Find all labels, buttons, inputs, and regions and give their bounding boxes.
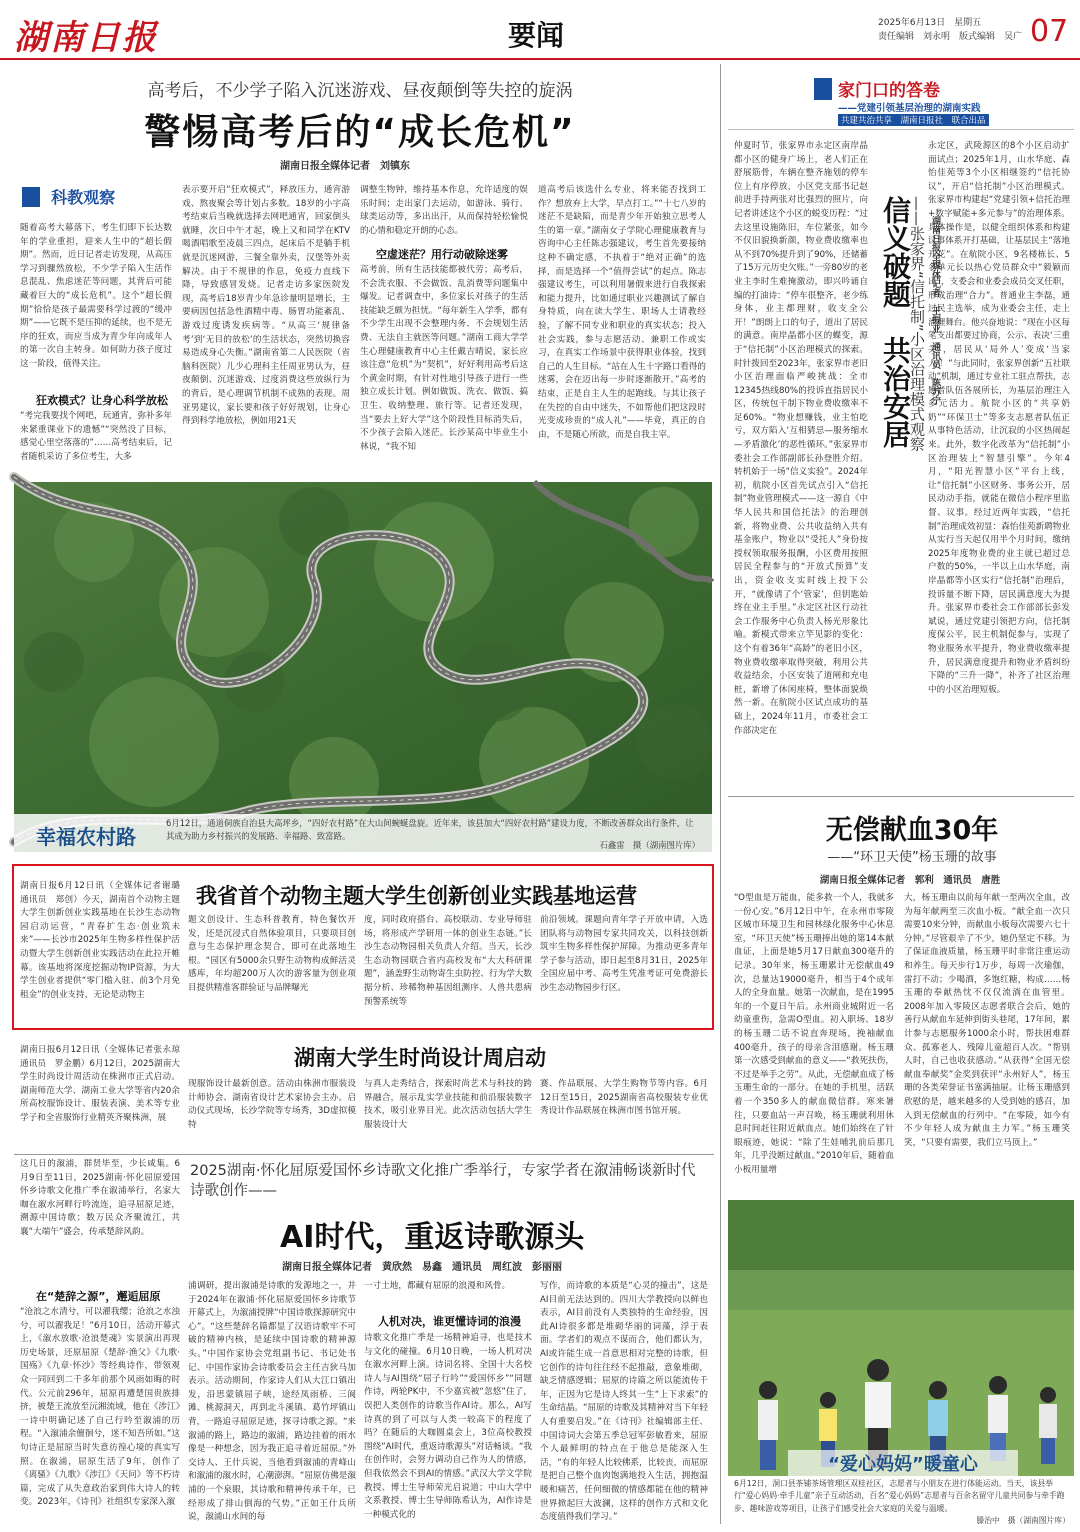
- column-logo: 家门口的答卷: [838, 81, 940, 101]
- right-headline: 信义破题 共治安居: [879, 196, 912, 448]
- dateline: [878, 16, 1022, 44]
- photo-caption: 6月12日，通道侗族自治县大高坪乡，“四好农村路”在大山间蜿蜒盘旋。近年来，该县加大“四好农村路”建设力度，不断改善群众出行条件，让其成为助力乡村振兴的发展路、幸福路、致富路。: [166, 818, 694, 841]
- right-subtitle: ——张家界“信托制”小区治理模式观察: [908, 196, 926, 452]
- photo-credit: 石鑫雷 摄（湖南图片库）: [599, 840, 700, 850]
- box-headline: 我省首个动物主题大学生创新创业实践基地运营: [196, 884, 637, 908]
- fashion-col1-text: 湖南日报6月12日讯（全媒体记者张永琼 通讯员 罗金鹏）6月12日，2025湖南大学生时尚设计周活动在株洲市正式启动。湖南师范大学、湖南工业大学等省内20余所高校服饰设计、服装表演、美术等专业学子和全省服饰行业精英齐聚株洲，展: [20, 1045, 189, 1123]
- blood-col2-text: 大，杨玉珊由以前每年献一至两次全血，改为每年献两至三次血小板。“献全血一次只需要10来分钟，而献血小板每次需要六七十分钟。”尽管艰辛了不少，她仍坚定不移。为了保证血液质量，杨玉珊平时非常注重运动和养生。每天步行1万步，每周一次瑜伽，雷打不动；少喝酒，多饱红糖，构成……杨玉珊的奉献热忱不仅仅流淌在血管里。2008年加入零陵区志愿者联合会后，她的善行从献血车延伸到街头巷尾，17年间，累计参与志愿服务1000余小时，帮扶困难群众、孤寡老人、残障儿童超百人次。“帮别人时，自己也收获感动。”从获得“全国无偿献血奉献奖”金奖到获评“永州好人”，杨玉珊的各类荣誉证书塞满抽屉。让杨玉珊感到欣慰的是，越来越多的人受到她的感召，加入到无偿献血的行列中。“在零陵，如今有不少年轻人成为献血主力军。”杨玉珊笑笑，“只要有需要，我们立马顶上。”: [904, 893, 1070, 1148]
- lead-col1-text: 随着高考大幕落下，考生们即下长达数年的学业重担，迎来人生中的“超长假期”。然而，近日记者走访发现，从高压学习到骤然放松，不少学子陷入生活作息混乱、焦虑迷茫等问题，其背后可能藏着巨大的“成长危机”。这个“超长假期”恰恰是孩子最需要科学过渡的“缓冲期”——它既不是压抑的延续，也不是无序的狂欢，而应当成为青少年向成年人的第一次自主转身。如何助力孩子度过这一阶段，值得关注。: [20, 223, 172, 369]
- lead-kicker: 高考后，不少学子陷入沉迷游戏、昼夜颠倒等失控的旋涡: [147, 81, 573, 101]
- photo2-credit: 滕治中 摄（湖南图片库）: [976, 1516, 1070, 1525]
- poetry-col3a-text: 一寸土地，都藏有屈原的浪漫和风骨。: [364, 1281, 511, 1291]
- poetry-col1a-text: 这几日的溆浦，群贤毕至，少长咸集。6月9日至11日，2025湖南·怀化屈原爱国怀乡诗歌文化推广季在溆浦举行，名家大咖在溆水河畔行吟流连，追寻屈原足迹，溯源中国诗歌；数万民众齐聚流江，共襄“大端午”盛会，传承楚辞风韵。: [20, 1159, 180, 1237]
- box-col1-text: 湖南日报6月12日讯（全媒体记者谢璐 通讯员 郑创）今天，湖南首个动物主题大学生创新创业实践基地在长沙生态动物园启动运营，“青春扩生态·创业筑未来”——长沙市2025年生物多样性保护活动暨大学生创新创业实践活动在此拉开帷幕。该基地将深度挖掘动物IP资源，为大学生创业者提供“零门槛入驻、前3个月免租金”的创业支持，无论是动物主: [20, 881, 189, 1000]
- fashion-col4-text: 赛、作品联展、大学生购物节等内容。6月12日至15日，2025湖南省高校服装专业优秀设计作品联展在株洲市图书馆开展。: [540, 1079, 708, 1117]
- column-subtitle: ——党建引领基层治理的湖南实践: [838, 103, 981, 114]
- photo2-caption: 6月12日，洞口县茶铺茶场管理区双桂社区，志愿者与小朋友在进行体能运动。当天，该县举行“爱心妈妈·牵手儿童”亲子互动活动，百名“爱心妈妈”志愿者与百余名留守儿童共同参与牵手跑步、趣味游戏等项目，让孩子们感受社会大家庭的关爱与温暖。: [734, 1479, 1065, 1513]
- lead-col1b-text: “考完我要找个网吧，玩通宵，弥补多年来紧重课业下的遗憾”“突然没了目标，感觉心里空落落的”……高考结束后，记者随机采访了多位考生，大多: [20, 411, 172, 462]
- lead-subhead-1: 狂欢模式？让身心科学放松: [36, 394, 168, 407]
- lead-col3-text: 调整生物钟，维持基本作息，允许适度的娱乐时间；走出家门去运动，如游泳、骑行、球类运动等，多出出汗，从而保持轻松愉悦的心情和稳定开朗的心态。: [360, 185, 528, 236]
- box-col4-text: 前沿领域。课题向青年学子开放申请，入选团队将与动物园专家共同攻关，以科技创新筑牢生物多样性保护屏障。为推动更多青年学子参与活动，即日起至8月31日，2025年全国应届中考、高考生凭准考证可免费游长沙生态动物园步行区。: [540, 915, 708, 993]
- rural-road-image: [14, 482, 712, 852]
- column-credit: 共建共治共享 湖南日报社 联合出品: [838, 114, 989, 126]
- blood-subtitle: ——“环卫天使”杨玉珊的故事: [827, 850, 997, 865]
- issue-date: 2025年6月13日 星期五: [878, 18, 982, 28]
- newspaper-logo: 湖南日报: [14, 18, 158, 58]
- column-tag-icon: [22, 187, 40, 207]
- page-number: 07: [1030, 14, 1069, 49]
- poetry-byline: 湖南日报全媒体记者 黄欣然 易鑫 通讯员 周红波 彭丽丽: [282, 1262, 562, 1273]
- fashion-col2-text: 现服饰设计最新创意。活动由株洲市服装设计师协会、湖南省设计艺术家协会主办。启动仪式现场，长沙学院等专场秀，3D虚拟模特: [188, 1079, 356, 1130]
- lead-col3b-text: 高考前，所有生活技能都被代劳；高考后，不会洗衣服、不会做饭、乱消费等问题集中爆发。记者调查中，多位家长对孩子的生活技能缺乏颇为担忧。“每年新生入学季，都有不少学生出现不会整理内务、不会规划生活费、无法自主就医等问题。”湖南工商大学学生心理健康教育中心主任戴吉晴说，家长应该注意“危机”为“契机”，好好利用高考后这个黄金时期，有针对性地引导孩子进行一些独立成长计划。例如做饭、洗衣、做饭、搞卫生、收纳整理、旅行等。记者还发现，当“要去上好大学”这个阶段性目标消失后，不少孩子会陷入迷茫。长沙某高中毕业生小林说，“我不知: [360, 265, 528, 452]
- section-name: 要闻: [508, 19, 565, 52]
- column-logo-icon: [814, 78, 832, 100]
- column-tag-label: 科教观察: [51, 188, 116, 207]
- poetry-col4-text: 写作，而诗歌的本质是“心灵的撞击”，这是AI目前无法达到的。四川大学教授向以鲜也表示，AI目前没有人类独特的生命经验，因此AI诗很多都是堆砌华丽的词藻，浮于表面。学者们的观点不谋而合，他们都认为，AI或许能生成一首意思相对完整的诗歌，但它创作的诗句往往经不起推敲，意象堆砌，缺乏情感逻辑；屈原的诗篇之所以能流传千年，正因为它是诗人终其一生“上下求索”的生命结晶。“屈原的诗歌及其精神对当下年轻人有重要启发。”在《诗刊》社编辑部主任、中国诗词大会第五季总冠军彭敏看来，屈原个人最鲜明的特点在于他总是能深入生活，“有的年轻人比较佛系，比较丧，而屈原是把自己整个血肉饱满地投入生活，拥抱温暖和痛苦，任何细微的情感都能在他的精神世界掀起巨大波澜，这样的创作方式和文化态度值得我们学习。”: [540, 1281, 708, 1523]
- right-column-header: [728, 70, 1074, 130]
- photo2-title: “爱心妈妈”暖童心: [788, 1450, 1018, 1476]
- blood-headline: 无偿献血30年: [825, 815, 999, 846]
- lead-byline: 湖南日报全媒体记者 刘镇东: [280, 161, 410, 172]
- photo-title: 幸福农村路: [36, 825, 136, 849]
- box-col2-text: 题文创设计、生态科普教育，特色餐饮开发，还是沉浸式自然体验项目，只要项目创意与生态保护理念契合，即可在此落地生根。“园区有5000余只野生动物构成鲜活灵感库，年均超200万人次的游客量为创业项目提供精准客群验证与品牌曝光: [188, 915, 356, 993]
- blood-byline: 湖南日报全媒体记者 郭利 通讯员 唐胜: [819, 875, 1001, 886]
- poetry-kicker: 2025湖南·怀化屈原爱国怀乡诗歌文化推广季举行，专家学者在溆浦畅谈新时代诗歌创作——: [190, 1163, 696, 1199]
- section-divider: [14, 1154, 714, 1155]
- poetry-col1b-text: “沧浪之水清兮，可以濯我缨；沧浪之水浊兮，可以濯我足！”6月10日，活动开幕式上，《溆水放歌·沧浪楚魂》实景演出再现历史场景，还原屈原《楚辞·渔父》《九歌·国殇》《九章·怀沙》等经典诗作，带领观众一同回到二千多年前那个风雨如晦的时代。公元前296年，屈原再遭楚国贵族排挤，被楚王流放至沅湘流域，他在《涉江》一诗中明确记述了自己行吟至溆浦的历程。“入溆浦余儃徊兮，迷不知吾所如。”这句诗正是屈原当时失意彷徨心境的真实写照。在溆浦，屈原生活了9年，创作了《离骚》《九歌》《涉江》《天问》等不朽诗篇，完成了从失意政治家到伟大诗人的转变。2023年，《诗刊》社组织专家深入溆: [20, 1307, 180, 1508]
- poetry-col3b-text: 诗歌文化推广季是一场精神追寻，也是技术与文化的碰撞。6月10日晚，一场人机对决在溆水河畔上演。诗词名将、全国十大名校诗人与AI围绕“屈子行吟”“爱国怀乡”“同题作诗，两轮PK中，不少嘉宾被“忽悠”住了，误把人类创作的诗歌当作AI诗。那么，AI写诗真的到了可以与人类一较高下的程度了吗？在随后的大咖圆桌会上，3位高校教授围绕“AI时代，重返诗歌源头”对话畅谈。“我在创作时，会努力调动自己作为人的情感，但我依然会不到AI的情感。”武汉大学文学院教授、博士生导师荣光启说道；中山大学中文系教授、博士生导师陈希认为，AI作诗是一种模式化的: [364, 1333, 532, 1520]
- blood-col1-text: “O型血是万能血，能多救一个人，我就多一份心安。”6月12日中午，在永州市零陵区城市环境卫生和园林绿化服务中心休息室，“环卫天使”杨玉珊捧出她的第14本献血证，上面是她5月17日献血300毫升的记录。30年来，杨玉珊累计无偿献血49次，总量达19000毫升，相当于4个成年人的全身血量。她第一次献血，是在1995年的一个夏日午后。永州商业城附近一名幼童重伤，急需O型血。初入职场、18岁的杨玉珊二话不说直奔现场，挽袖献血400毫升，孩子的母亲含泪感谢。杨玉珊第一次感受到献血的意义——“救死扶伤，不过是举手之劳”。从此，无偿献血成了杨玉珊生命的一部分。在她的手机里，活跃着一个350多人的献血微信群。寒来暑往，只要血站一声召唤，杨玉珊就利用休息时间赶往附近献血点。她们始终在了针眼痕迹，她说：“除了生娃哺乳前后那几年，几乎没断过献血。”2010年后，随着血小板用量增: [734, 893, 894, 1175]
- fashion-headline: 湖南大学生时尚设计周启动: [294, 1046, 546, 1070]
- column-tag-science: [22, 185, 162, 211]
- fashion-col3-text: 与真人走秀结合，探索时尚艺术与科技的跨界融合，展示乱实学业技能和前沿服装数字技术，吸引业界目光。此次活动包括大学生服装设计大: [364, 1079, 532, 1130]
- poetry-subhead-1: 在“楚辞之源”，邂逅屈原: [36, 1290, 161, 1303]
- lead-col4-text: 道高考后该选什么专业，将来能否找到工作？想放弃上大学，早点打工。”“十七八岁的迷茫不是缺陷，而是青少年开始独立思考人生的第一章。”湖南女子学院心理健康教育与咨询中心主任陈志强建议，考生首先要接纳这种不确定感，不执着于“绝对正确”的选择，而是选择一个“值得尝试”的起点。陈志强建议考生，可以利用暑假来进行自我探索和能力提升，比如通过职业兴趣测试了解自身特质，向在读大学生、职场人士请教经验，了解不同专业和职业的真实状态；投入社会实践，参与志愿活动、兼职工作或实习，在真实工作场景中获得职业体验，找到自己的人生目标。“站在人生十字路口看得的迷雾，会在迈出每一步时逐渐散开。”高考的结束，正是自主人生的起跑线。与其让孩子在失控的自由中迷失，不如帮他们把这段时光变成珍贵的“成人礼”——毕竟，真正的自由，不是随心所欲，而是自我主宰。: [538, 185, 706, 440]
- editors-line: 责任编辑 刘永明 版式编辑 吴广: [878, 32, 1023, 42]
- poetry-headline: AI时代，重返诗歌源头: [280, 1220, 585, 1255]
- rural-road-photo: [14, 482, 712, 852]
- right-col2-text: 永定区，武陵源区的8个小区启动扩面试点；2025年1月，山水华庭、森怡佳苑等3个小区相继签约“信托协议”，开启“信托制”小区治理模式。张家界市构建起“党建引领+信托治理+数字赋能+多元参与”的治理体系。具体操作是，以健全组织体系和构建议事体系开打基础，让基层民主“落地开花”。在航院小区，9名楼栋长、5名单元长以热心党员群众中“毅颖而出”，支委会和业委会成员交叉任职，形成治理“合力”。普通业主李磊，通过民主选举，成为业委会主任，走上治理舞台。他兴奋地说：“现在小区每笔支出都要过协商，公示、表决‘三重关’，居民从‘局外人’变成‘当家人’！”与此同时，张家界创新“五社联动”机制，通过专业社工驻点帮扶，志愿者队伍各展所长，为基层治理注入多元活力。航院小区的“共享奶奶”“环保卫士”等多支志愿者队伍正从事特色活动，让沉寂的小区热闹起来。此外，数字化改革为“信托制”小区治理装上“智慧引擎”。今年4月，“阳光智慧小区”平台上线，让“信托制”小区财务、事务公开，居民动动手指，就能在微信小程序里监督、议事。经过近两年实践，“信托制”治理成效初显：森怡佳苑新聘物业从实行当天起仅用半个月时间，缴纳2025年度物业费的业主就已超过总户数的50%，一半以上山水华庭，南岸晶都等小区实行“信托制”治理后，投诉量不断下降，居民满意度大为提升。张家界市委社会工作部部长彭发斌说，通过党建引领把方向，信托制度保公平，民主机制促参与，实现了物业服务水平提升，物业费收缴率提升，居民满意度提升和物业矛盾纠纷下降的“三升一降”，补齐了社区治理中的小区治理短板。: [928, 141, 1070, 695]
- right-col1-text: 仲夏时节，张家界市永定区南岸晶都小区的健身广场上，老人们正在舒展筋骨，车辆在整齐施划的停车位上有序停放，小区党支部书记赵前进手持两张对比强烈的照片，向记者讲述这个小区的蜕变历程：“过去这里设施陈旧，车位紧张，如今不仅旧貌换新颜，物业费收缴率也从不到70%提升到了90%，还储蓄了15万元历史欠账。”一旁80岁的老业主李时生难掩激动，即兴吟诵自编的打油诗：“停车很整齐，老少练身体，业主都理财，收支全公开！”朗朗上口的句子，道出了居民的满意。南岸晶都小区的蝶变，源于“信托制”小区治理模式的探索。时针拨回至2023年，张家界市老旧小区治理面临严峻挑战：全市12345热线80%的投诉直指居民小区，传统包干制下物业费收缴率不足60%。“物业想赚钱，业主怕吃亏，双方陷入‘互相猜忌—服务缩水—矛盾激化’的恶性循环。”张家界市委社会工作部副部长孙登胜介绍。转机始于一场“信义实验”。2024年初，航院小区首先试点引入“信托制”物业管理模式——这一源自《中华人民共和国信托法》的治理创新，将物业费、公共收益纳入共有基金账户，物业以“受托人”身份按授权领取服务报酬，小区费用按照居民全程参与的“开放式预算”支出，资金收支实时线上投下公开，“就像请了个‘管家’，但钥匙始终在业主手里。”永定区社区行动社会工作服务中心负责人杨光形象比喻。新模式带来立竿见影的变化：这个有着36年“高龄”的老旧小区，物业费收缴率取得突破，利用公共收益结余，小区安装了道闸和充电桩，新增了休闲座椅，整体面貌焕然一新。在航院小区试点成功的基础上，2024年11月，市委社会工作部决定在: [734, 141, 868, 736]
- poetry-col2-text: 浦调研，提出溆浦是诗歌的发源地之一，并于2024年在溆浦·怀化屈原爱国怀乡诗歌节开幕式上，为溆浦授牌“中国诗歌探源研究中心”。“这些楚辞名篇都显了汉语诗歌牢不可破的精神内核，是延续中国诗歌的精神源头。”中国作家协会党组副书记、书记处书记、中国作家协会诗歌委员会主任吉狄马加表示。活动期间，作家诗人们从大江口镇出发，沿思蒙镇屈子峡，途经凤雨桥、三阆滩、桃源洞天，再到北斗溪镇、葛竹坪镇山背，一路追寻屈原足迹，探寻诗歌之源。“来溆浦的路上，路边的溆浦，路边挂着的雨水像是一种想念，因为我正追寻着近屈原。”外交诗人、王什兵说，当他看到溆浦的青峰山和溆浦的溆水时，心潮澎湃。“屈原仿佛是溆浦的一个泉眼，其诗歌和精神传承千年，已经形成了排山倒海的气势。”正如王什兵所说，溆浦山水间的每: [188, 1281, 356, 1523]
- lead-headline: 警惕高考后的“成长危机”: [144, 112, 576, 153]
- box-col3-text: 度，同时政府搭台、高校联动、专业导师驻场，将形成产学研用一体的创业生态链。”长沙生态动物园相关负责人介绍。当天，长沙生态动物园联合省内高校发布“大大科研课题”，涵盖野生动物寄生虫防控、行为学大数据分析、珍稀物种基因组测序、人兽共患病预警系统等: [364, 915, 532, 1007]
- right-byline: 湖南日报全媒体记者 王振亚 通讯员 陈苏宁: [930, 216, 940, 405]
- lead-subhead-2: 空虚迷茫？用行动破除迷雾: [376, 248, 508, 261]
- section-divider-right: [728, 796, 1074, 797]
- poetry-subhead-2: 人机对决，谁更懂诗词的浪漫: [378, 1315, 521, 1328]
- column-divider: [720, 64, 721, 1524]
- lead-col2-text: 表示要开启“狂欢模式”，释放压力，通宵游戏、熬夜聚会等计划占多数。18岁的小宇高考结束后当晚就选择去网吧通宵，回家倒头就睡，次日中午才起，晚上又和同学在KTV喝酒唱歌至凌晨三四点，起床后不是躺手机就是沉迷网游，三餐全靠外卖，汉堡等外卖解决。由于不规律的作息，免疫力直线下降，导致感冒发烧。记者走访多家医院发现，高考后18岁青少年急诊量明显增长，主要病因包括急性酒精中毒、肠胃功能紊乱、游戏过度诱发疾病等。“从高三‘规律备考’到‘无目的放松’的生活状态，突然切换容易造成身心失衡。”湖南省第二人民医院（省脑科医院）儿少心理科主任周亚男认为，昼夜颠倒、沉迷游戏、过度消费这些放纵行为的背后，是心理调节机制不成熟的表现。周亚男建议，家长要和孩子好好规划，让身心得到科学地放松，例如用21天: [182, 185, 350, 427]
